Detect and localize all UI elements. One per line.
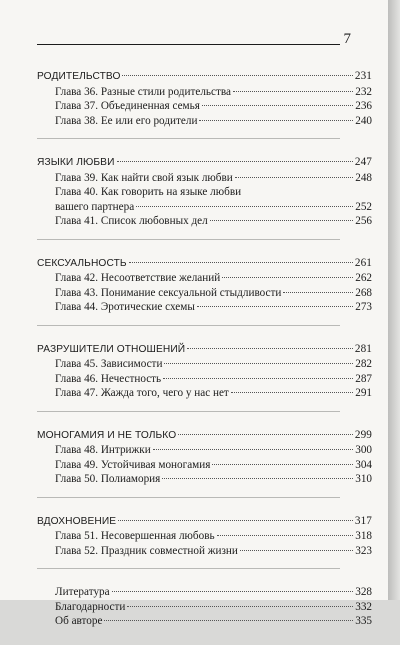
back-matter-title: Благодарности: [55, 600, 126, 613]
chapter-title: Глава 43. Понимание сексуальной стыдливости: [55, 286, 282, 299]
toc-section-heading: [37, 69, 372, 85]
chapter-title: Глава 37. Объединенная семья: [55, 100, 200, 112]
section-page: 231: [354, 70, 372, 82]
dot-leader: [164, 363, 353, 364]
chapter-title: Глава 46. Нечестность: [55, 372, 162, 385]
section-title: МОНОГАМИЯ И НЕ ТОЛЬКО: [37, 429, 177, 441]
back-matter-title: Об авторе: [55, 615, 103, 627]
section-divider: [37, 411, 340, 412]
table-of-contents: [37, 69, 372, 645]
toc-section-relationship-destroyers: [37, 342, 372, 412]
chapter-page: 287: [355, 372, 372, 385]
back-matter-page: 328: [355, 586, 372, 598]
toc-section-heading: [37, 155, 372, 171]
dot-leader: [118, 520, 353, 521]
chapter-title: Глава 50. Полиамория: [55, 473, 161, 485]
toc-section-parenting: [37, 69, 372, 139]
section-title: РОДИТЕЛЬСТВО: [37, 71, 121, 82]
back-matter-page: 335: [355, 615, 372, 627]
toc-section-monogamy: [37, 428, 372, 498]
toc-chapter-row: [37, 99, 372, 114]
toc-chapter-row: [37, 472, 372, 487]
toc-chapter-row: [37, 372, 372, 387]
chapter-page: 310: [355, 473, 372, 485]
chapter-page: 256: [355, 215, 372, 227]
toc-chapter-row: [37, 171, 372, 186]
chapter-title: Глава 47. Жажда того, чего у нас нет: [55, 387, 229, 399]
dot-leader: [210, 220, 353, 221]
section-title: ВДОХНОВЕНИЕ: [37, 515, 117, 527]
section-page: 281: [354, 342, 372, 355]
toc-section-heading: [37, 428, 372, 444]
dot-leader: [202, 105, 353, 106]
toc-chapter-row: [37, 286, 372, 301]
dot-leader: [199, 120, 353, 121]
chapter-page: 304: [355, 458, 372, 471]
chapter-page: 248: [355, 171, 372, 184]
chapter-title-line1: Глава 40. Как говорить на языке любви: [55, 186, 242, 198]
toc-section-heading: [37, 256, 372, 272]
toc-section-heading: [37, 514, 372, 530]
chapter-page: 273: [355, 301, 372, 313]
dot-leader: [127, 606, 353, 607]
toc-section-inspiration: [37, 514, 372, 570]
section-divider: [37, 568, 340, 569]
chapter-page: 240: [355, 114, 372, 127]
section-title: РАЗРУШИТЕЛИ ОТНОШЕНИЙ: [37, 343, 186, 355]
toc-chapter-row-multiline: [37, 185, 372, 214]
dot-leader: [212, 464, 353, 465]
dot-leader: [233, 91, 353, 92]
back-matter-title: Литература: [55, 586, 110, 598]
dot-leader: [283, 292, 353, 293]
toc-chapter-row-continuation: [55, 200, 372, 215]
chapter-title: Глава 49. Устойчивая моногамия: [55, 458, 211, 471]
chapter-title: Глава 38. Ее или его родители: [55, 114, 198, 127]
dot-leader: [153, 449, 354, 450]
dot-leader: [240, 550, 353, 551]
chapter-page: 262: [355, 272, 372, 284]
dot-leader: [187, 348, 353, 349]
chapter-page: 252: [355, 200, 372, 213]
back-matter-page: 332: [355, 600, 372, 613]
chapter-title: Глава 51. Несовершенная любовь: [55, 530, 215, 542]
toc-back-matter-row: [37, 585, 372, 600]
toc-back-matter-row: [37, 600, 372, 615]
chapter-page: 318: [355, 530, 372, 542]
toc-section-heading: [37, 342, 372, 358]
toc-section-sexuality: [37, 256, 372, 326]
toc-chapter-row: [37, 214, 372, 229]
dot-leader: [178, 434, 353, 435]
dot-leader: [163, 378, 353, 379]
section-page: 261: [354, 256, 372, 269]
chapter-title: Глава 48. Интрижки: [55, 444, 151, 456]
toc-section-love-languages: [37, 155, 372, 240]
chapter-page: 282: [355, 358, 372, 370]
chapter-title: Глава 45. Зависимости: [55, 358, 163, 370]
toc-chapter-row: [37, 386, 372, 401]
dot-leader: [162, 478, 353, 479]
toc-chapter-row: [37, 85, 372, 100]
section-divider: [37, 138, 340, 139]
dot-leader: [217, 535, 354, 536]
page-edge-shadow: [388, 0, 400, 600]
dot-leader: [231, 392, 353, 393]
toc-back-matter-row: [37, 614, 372, 629]
section-page: 317: [354, 514, 372, 527]
section-page: 247: [354, 156, 372, 168]
dot-leader: [222, 277, 353, 278]
chapter-title: Глава 42. Несоответствие желаний: [55, 272, 221, 284]
chapter-title: Глава 52. Праздник совместной жизни: [55, 544, 238, 557]
toc-chapter-row: [37, 114, 372, 129]
section-page: 299: [354, 428, 372, 441]
dot-leader: [112, 591, 354, 592]
dot-leader: [122, 75, 352, 76]
chapter-page: 232: [355, 85, 372, 98]
dot-leader: [136, 206, 353, 207]
toc-chapter-row: [37, 357, 372, 372]
dot-leader: [235, 177, 353, 178]
chapter-page: 236: [355, 100, 372, 112]
chapter-title: Глава 39. Как найти свой язык любви: [55, 171, 233, 184]
toc-chapter-row: [37, 271, 372, 286]
chapter-page: 323: [355, 544, 372, 557]
chapter-page: 300: [355, 444, 372, 456]
chapter-title: Глава 41. Список любовных дел: [55, 215, 208, 227]
section-title: СЕКСУАЛЬНОСТЬ: [37, 257, 127, 269]
chapter-title: Глава 44. Эротические схемы: [55, 301, 195, 313]
section-divider: [37, 239, 340, 240]
chapter-title: Глава 36. Разные стили родительства: [55, 85, 231, 98]
dot-leader: [129, 262, 353, 263]
page-number: 7: [343, 31, 351, 47]
toc-chapter-row: [37, 443, 372, 458]
dot-leader: [117, 161, 353, 162]
toc-chapter-row: [37, 529, 372, 544]
toc-back-matter: [37, 585, 372, 629]
header-rule: [37, 44, 340, 45]
toc-chapter-row: [37, 458, 372, 473]
dot-leader: [197, 306, 353, 307]
chapter-page: 291: [355, 387, 372, 399]
section-divider: [37, 497, 340, 498]
section-divider: [37, 325, 340, 326]
toc-chapter-row: [37, 544, 372, 559]
section-title: ЯЗЫКИ ЛЮБВИ: [37, 157, 115, 168]
chapter-title-line2: вашего партнера: [55, 200, 135, 213]
toc-chapter-row: [37, 300, 372, 315]
chapter-page: 268: [355, 286, 372, 299]
dot-leader: [104, 620, 353, 621]
